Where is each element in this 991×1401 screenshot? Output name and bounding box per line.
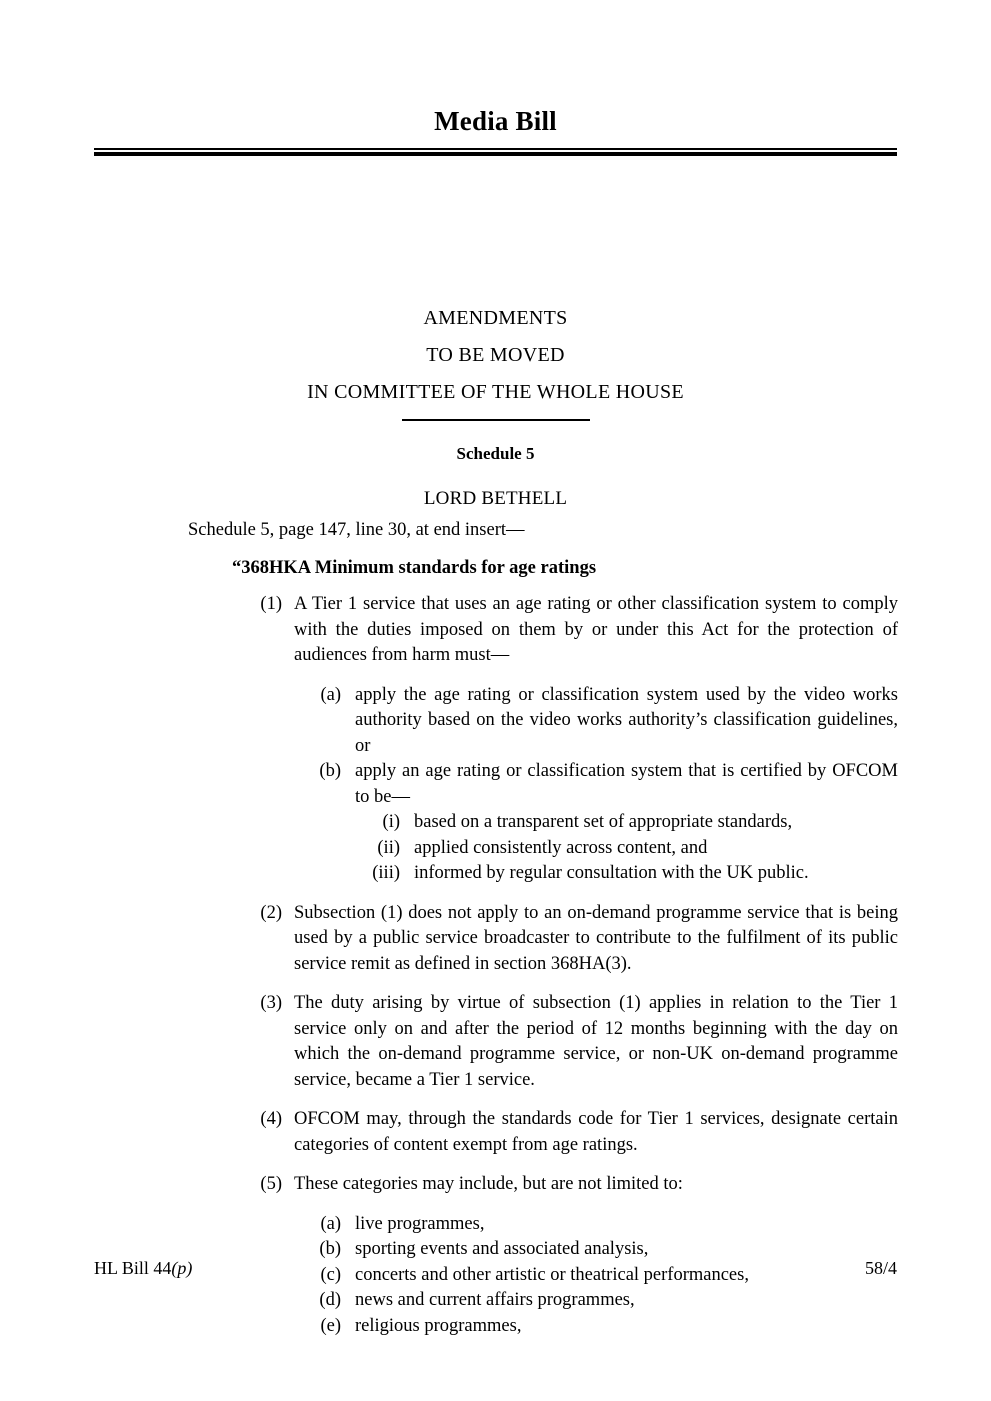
subparagraph-text: informed by regular consultation with the UK public. xyxy=(414,863,809,883)
heading-line-to-be-moved: TO BE MOVED xyxy=(426,344,565,366)
schedule-heading: Schedule 5 xyxy=(456,443,535,463)
paragraph-marker: (b) xyxy=(319,761,341,781)
paragraph-text: concerts and other artistic or theatrical performances, xyxy=(355,1264,749,1285)
paragraph-text: sporting events and associated analysis, xyxy=(355,1239,649,1259)
amendment-lead-in: Schedule 5, page 147, line 30, at end insert— xyxy=(188,520,525,540)
subsection-text: OFCOM may, through the standards code for Tier 1 services, designate certain categories of content exempt from age ratings. xyxy=(294,1109,898,1155)
subsection-4 xyxy=(252,1107,898,1158)
bill-reference xyxy=(94,1258,192,1279)
paragraph-text: live programmes, xyxy=(355,1213,485,1234)
subparagraph-1b-i xyxy=(366,810,898,836)
bill-reference-number: HL Bill 44 xyxy=(94,1258,172,1278)
paragraph-5a xyxy=(313,1212,898,1238)
subparagraph-1b-iii xyxy=(366,861,898,887)
subsection-text: Subsection (1) does not apply to an on-demand programme service that is being used by a public service broadcaster to contribute to the fulfilment of its public service remit as defined in section 368HA(3). xyxy=(294,902,898,974)
subsection-marker: (1) xyxy=(260,594,282,614)
subsection-2 xyxy=(252,901,898,978)
page-footer xyxy=(94,1258,897,1279)
paragraph-1b xyxy=(313,759,898,810)
subsection-1 xyxy=(252,592,898,669)
paragraph-1a xyxy=(313,683,898,760)
paragraph-marker: (d) xyxy=(319,1290,341,1310)
amendments-heading-block xyxy=(94,300,897,511)
subsection-marker: (4) xyxy=(260,1109,282,1129)
paragraph-5d xyxy=(313,1288,898,1314)
amendment-body xyxy=(94,518,898,1339)
paragraph-text: news and current affairs programmes, xyxy=(355,1290,635,1310)
subsection-3 xyxy=(252,991,898,1093)
page-title: Media Bill xyxy=(434,106,557,136)
paragraph-5e xyxy=(313,1314,898,1340)
subsection-text: These categories may include, but are not limited to: xyxy=(294,1174,683,1194)
heading-line-in-committee: IN COMMITTEE OF THE WHOLE HOUSE xyxy=(307,381,684,403)
paragraph-marker: (e) xyxy=(320,1315,341,1336)
subsection-5 xyxy=(252,1172,898,1198)
page-reference: 58/4 xyxy=(864,1258,897,1278)
subsection-text: A Tier 1 service that uses an age rating or other classification system to comply with the duties imposed on them by or under this Act for the protection of audiences from harm must— xyxy=(294,594,898,665)
subparagraph-1b-ii xyxy=(366,836,898,862)
paragraph-marker: (b) xyxy=(319,1239,341,1259)
paragraph-text: apply the age rating or classification system used by the video works authority based on the video works authority’s classification guidelines, or xyxy=(355,684,898,756)
paragraph-text: apply an age rating or classification system that is certified by OFCOM to be— xyxy=(355,761,898,807)
paragraph-marker: (c) xyxy=(320,1264,341,1285)
subparagraph-text: based on a transparent set of appropriate standards, xyxy=(414,812,793,832)
paragraph-text: religious programmes, xyxy=(355,1315,522,1336)
subparagraph-marker: (i) xyxy=(382,812,400,832)
subparagraph-marker: (iii) xyxy=(372,863,400,883)
rule-thick xyxy=(94,152,897,156)
subsection-marker: (2) xyxy=(260,902,282,923)
subsection-marker: (3) xyxy=(260,993,282,1013)
heading-divider-rule xyxy=(402,419,590,421)
masthead-double-rule xyxy=(94,148,897,156)
subparagraph-text: applied consistently across content, and xyxy=(414,837,708,858)
subsection-marker: (5) xyxy=(260,1174,282,1194)
inserted-section-heading: “368HKA Minimum standards for age ratings xyxy=(232,557,597,578)
paragraph-marker: (a) xyxy=(320,1213,341,1234)
heading-line-amendments: AMENDMENTS xyxy=(423,307,568,329)
bill-reference-suffix: (p) xyxy=(171,1258,193,1278)
subparagraph-marker: (ii) xyxy=(377,837,400,858)
paragraph-marker: (a) xyxy=(320,684,341,705)
masthead xyxy=(94,104,897,156)
subsection-text: The duty arising by virtue of subsection (1) applies in relation to the Tier 1 service only on and after the period of 12 months beginning with the day on which the on-demand programme service, or non-UK on-demand programme service, became a Tier 1 service. xyxy=(294,993,898,1090)
sponsor-name: LORD BETHELL xyxy=(423,487,568,509)
